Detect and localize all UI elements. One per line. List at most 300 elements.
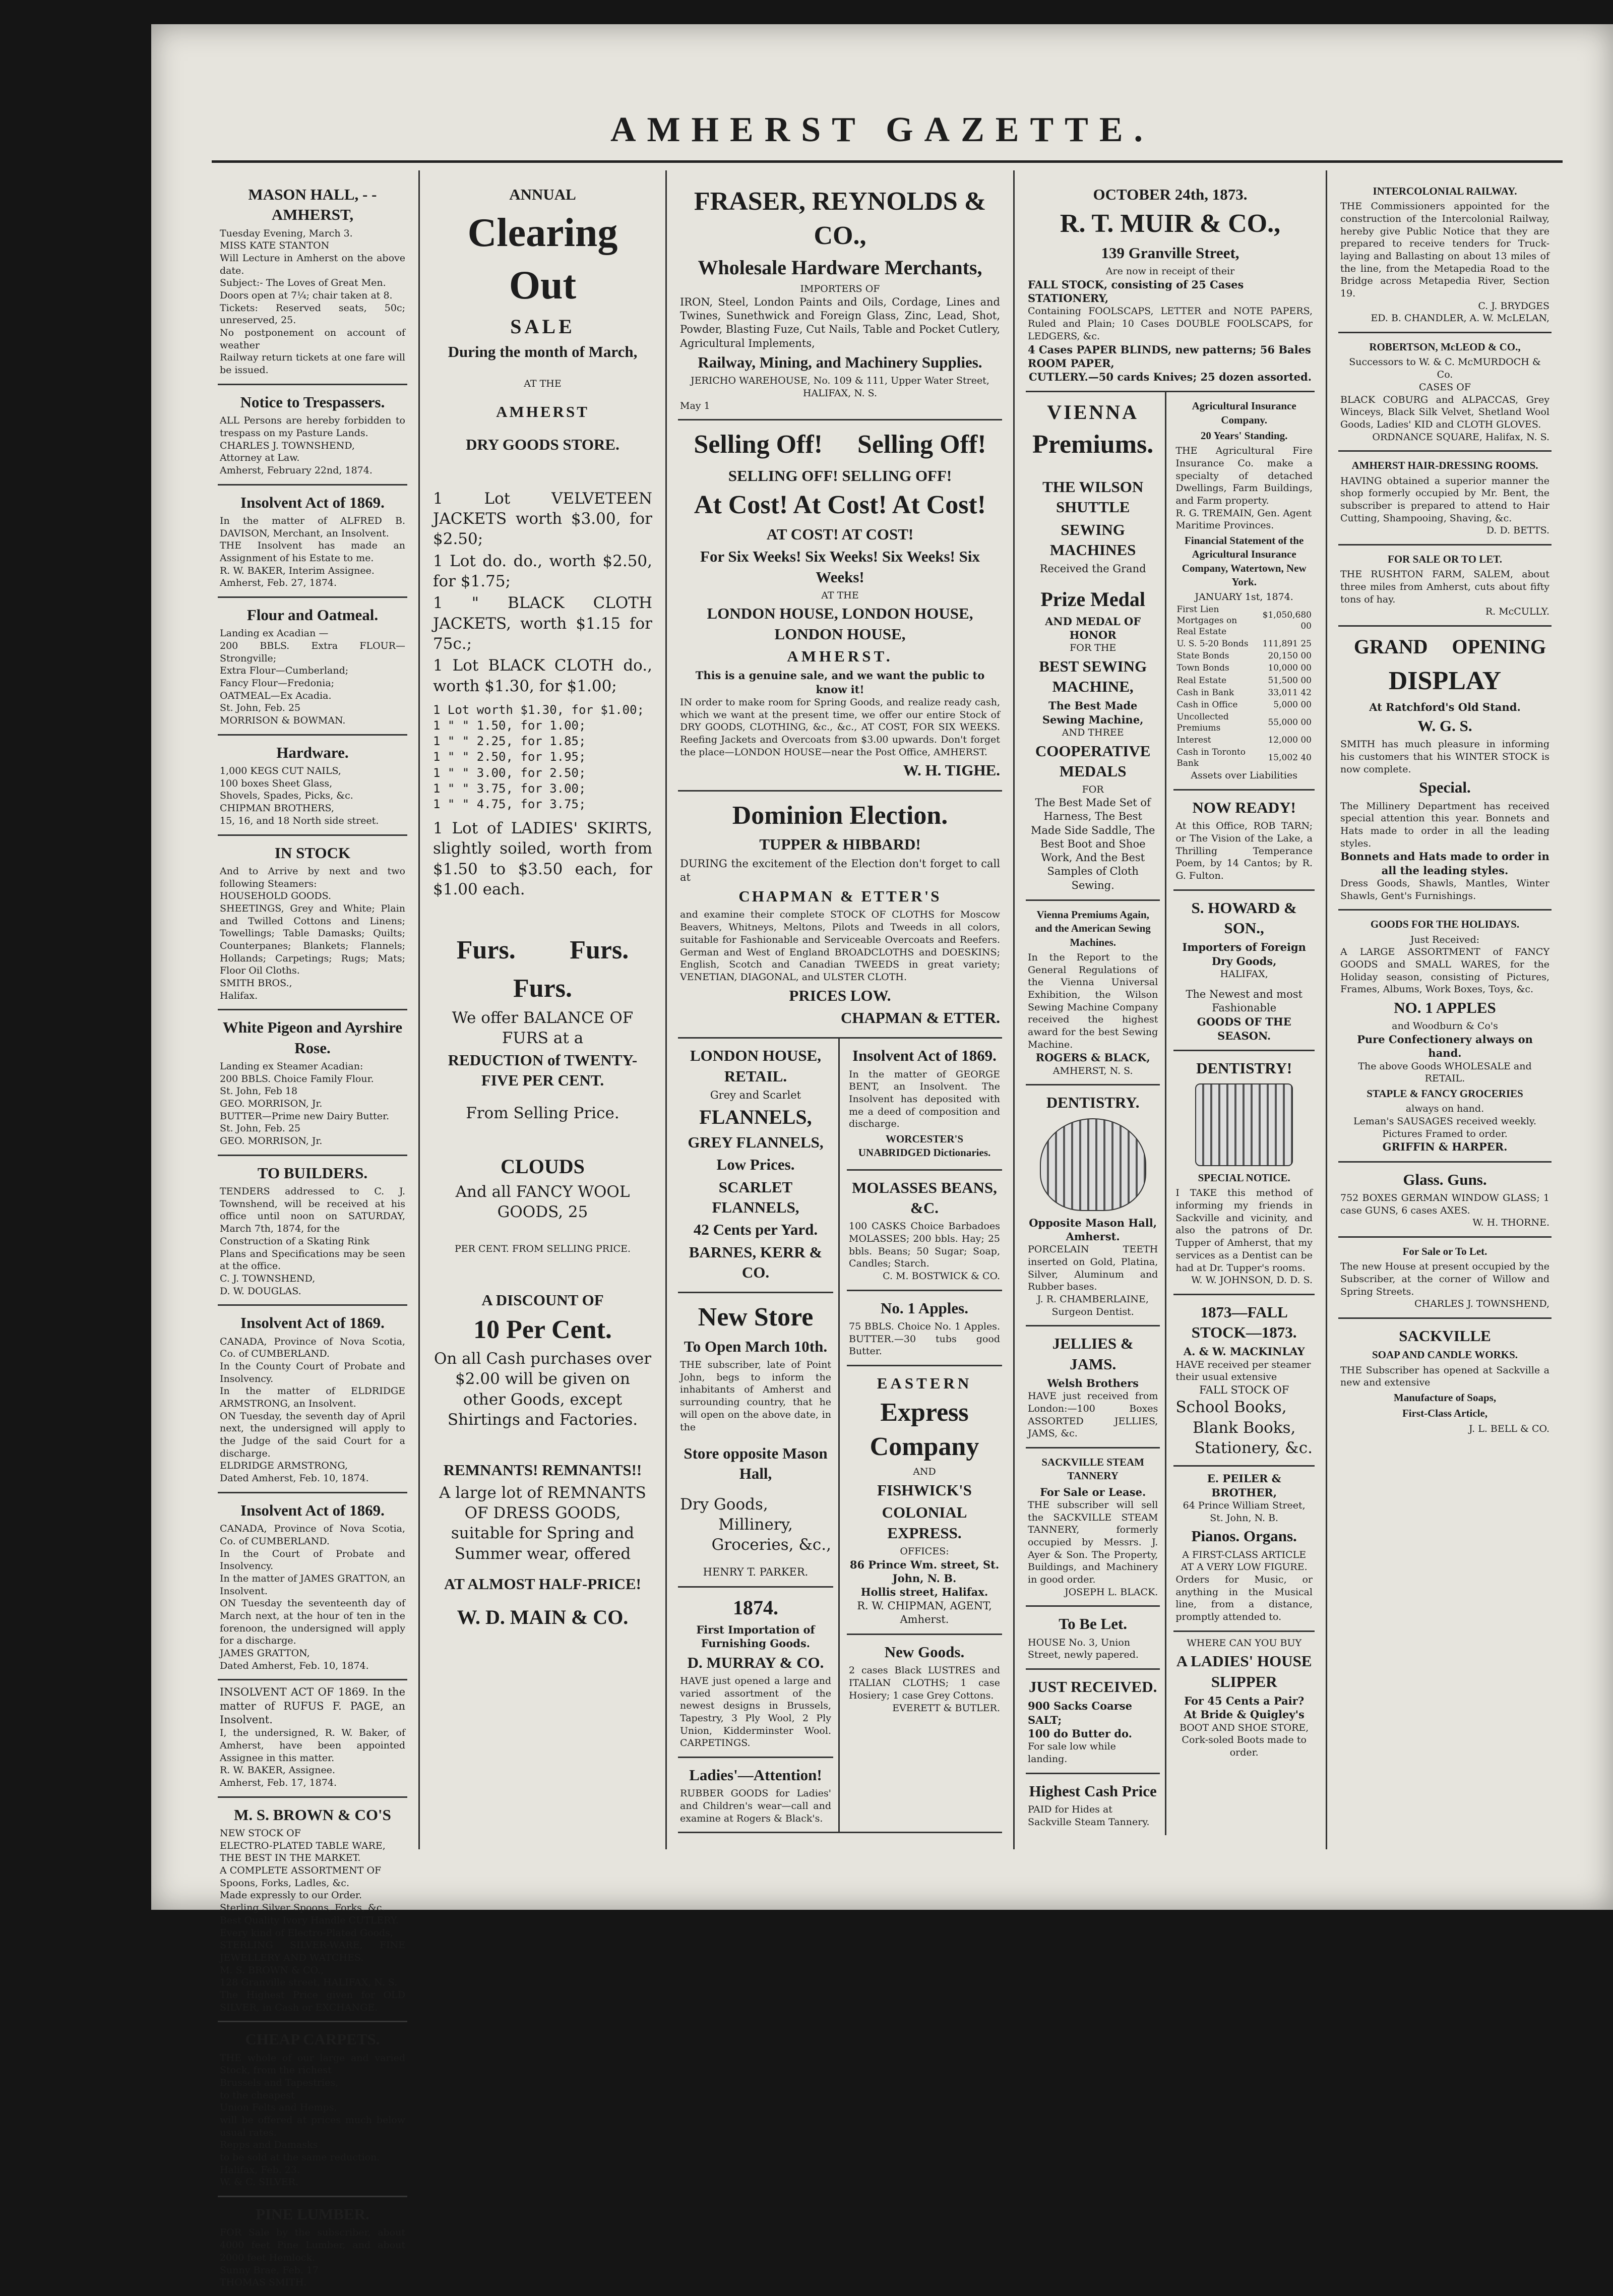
ad-line: Leman's SAUSAGES received weekly. xyxy=(1353,1116,1537,1127)
ad-heading: White Pigeon and Ayrshire Rose. xyxy=(222,1018,403,1057)
ad-line: At Bride & Quigley's xyxy=(1184,1708,1305,1721)
ad-line: In the Court of Probate and Insolvency. xyxy=(220,1548,405,1572)
ad-line: THOMAS SMITH. xyxy=(220,2277,307,2288)
ad-line: Repps and Damasks xyxy=(220,2139,318,2151)
col1-ad xyxy=(218,486,407,598)
ad-line: Will Lecture in Amherst on the above date. xyxy=(220,252,405,276)
selling-row xyxy=(680,426,1000,464)
masthead: AMHERST GAZETTE. xyxy=(610,110,1154,149)
ad-line: Brussels and Tapestries, xyxy=(220,2077,339,2088)
ad-line: R. G. TREMAIN, Gen. Agent Maritime Provinces. xyxy=(1175,507,1312,531)
dominion-ad xyxy=(678,792,1002,1039)
ad-line: Pure Confectionery always on hand. xyxy=(1357,1033,1533,1060)
ad-heading: LONDON HOUSE, RETAIL. xyxy=(690,1047,822,1085)
ad-line: CHIPMAN BROTHERS, xyxy=(220,803,334,814)
ad-line: GOODS OF THE SEASON. xyxy=(1197,1015,1291,1042)
ad-line: 2 cases Black LUSTRES and ITALIAN CLOTHS; 1 case Hosiery; 1 case Grey Cottons. xyxy=(849,1665,1000,1701)
ad-signature: C. M. BOSTWICK & CO. xyxy=(883,1270,1000,1282)
ad-line: R. W. CHIPMAN, AGENT, Amherst. xyxy=(857,1599,992,1625)
ad-line: COOPERATIVE MEDALS xyxy=(1035,742,1151,780)
ad-line: Railway return tickets at one fare will be issued. xyxy=(220,352,405,376)
ad-heading: Notice to Trespassers. xyxy=(240,393,385,411)
ad-line: A COMPLETE ASSORTMENT OF xyxy=(220,1865,382,1877)
ad-line: Landing ex Acadian — xyxy=(220,628,329,639)
table-row xyxy=(1175,687,1313,699)
ad-line: WHERE CAN YOU BUY xyxy=(1187,1637,1302,1649)
molasses-ad xyxy=(847,1171,1002,1291)
ad-line: ON Tuesday the seventeenth day of March next, at the hour of ten in the forenoon, the undersigned will apply for a discharge. xyxy=(220,1598,405,1647)
ad-line: The Highest Price given for OLD SILVER, in Cash or EXCHANGE. xyxy=(220,1989,405,2013)
ad-line: D. W. DOUGLAS. xyxy=(220,1285,301,1297)
slipper-ad xyxy=(1173,1632,1315,1766)
ad-heading: ROBERTSON, McLEOD & CO., xyxy=(1369,341,1521,353)
ad-line: St. John, Feb. 25 xyxy=(220,1123,301,1134)
table-cell-label: Cash in Toronto Bank xyxy=(1176,747,1246,769)
ad-line: Best Quality Ivory Handle CUTLERY. xyxy=(220,1914,399,1926)
ad-line: For 45 Cents a Pair? xyxy=(1184,1695,1305,1708)
table-row xyxy=(1175,734,1313,746)
ad-line: Amherst, Feb. 17, 1874. xyxy=(220,1777,337,1789)
ad-line: and Woodburn & Co's xyxy=(1392,1020,1498,1032)
ad-line: OFFICES: xyxy=(900,1545,949,1557)
ad-heading: JELLIES & JAMS. xyxy=(1052,1335,1134,1373)
jellies-ad xyxy=(1026,1326,1160,1448)
ad-line: Opposite Mason Hall, Amherst. xyxy=(1029,1216,1157,1243)
ad-line: May 1 xyxy=(680,400,710,411)
ad-store: DRY GOODS STORE. xyxy=(466,435,619,453)
ad-line: Sterling Silver Spoons, Forks, &c. xyxy=(220,1902,385,1914)
howard-ad xyxy=(1173,891,1315,1051)
financial-table xyxy=(1175,603,1313,769)
ad-line: Made expressly to our Order. xyxy=(220,1890,362,1901)
ad-line: In the Report to the General Regulations of the Vienna Universal Exhibition, the Wilson Sewing Machine Company received the highest award for the best Sewing Machine. xyxy=(1028,951,1158,1050)
ad-signature: BARNES, KERR & CO. xyxy=(689,1243,823,1281)
col1-ad xyxy=(218,1493,407,1681)
ad-line: Stationery, &c. xyxy=(1194,1439,1313,1458)
price-row: 1 " " 1.50, for 1.00; xyxy=(433,718,586,733)
ad-line: 139 Granville Street, xyxy=(1101,244,1239,262)
ad-line: Halifax. xyxy=(220,990,258,1001)
ad-heading: Selling Off! xyxy=(857,430,986,459)
ad-line: HAVE just received from London:—100 Boxes ASSORTED JELLIES, JAMS, &c. xyxy=(1028,1391,1158,1439)
ad-line: 1 Lot BLACK CLOTH do., worth $1.30, for $1.00; xyxy=(433,656,652,695)
ad-line: TENDERS addressed to C. J. Townshend, will be received at his office until noon on SATURDAY, March 7th, 1874, for the xyxy=(220,1186,405,1235)
ad-heading: JUST RECEIVED. xyxy=(1028,1678,1157,1696)
ad-line: First-Class Article, xyxy=(1402,1407,1488,1420)
ad-line: CASES OF xyxy=(1419,381,1471,393)
ad-line: THE RUSHTON FARM, SALEM, about three miles from Amherst, cuts about fifty tons of hay. xyxy=(1340,569,1549,605)
ad-line: The Millinery Department has received special attention this year. Bonnets and Hats made to order in all the leading styles. xyxy=(1340,800,1549,849)
dentistry-ad xyxy=(1026,1085,1160,1326)
ad-march: During the month of March, xyxy=(448,343,638,361)
ad-line: FALL STOCK, consisting of 25 Cases STATIONERY, xyxy=(1028,278,1244,305)
ad-signature: EVERETT & BUTLER. xyxy=(892,1702,1000,1714)
ad-line: BOOT AND SHOE STORE, xyxy=(1179,1722,1309,1733)
ad-line: The Best Made Set of Harness, The Best Made Side Saddle, The Best Boot and Shoe Work, And the Best Samples of Cloth Sewing. xyxy=(1030,796,1155,891)
ad-heading: FLANNELS, xyxy=(699,1106,812,1129)
newspaper-page xyxy=(151,24,1613,2288)
table-cell-amount: 33,011 42 xyxy=(1268,687,1312,698)
table-cell-label: State Bonds xyxy=(1176,651,1229,661)
col1-ad xyxy=(218,2197,407,2296)
ad-line: At Ratchford's Old Stand. xyxy=(1369,700,1521,713)
ad-line: ON Tuesday, the seventh day of April next, the undersigned will apply to the Judge of the said Court for a discharge. xyxy=(220,1410,405,1459)
table-row xyxy=(1175,638,1313,650)
ad-heading: GOODS FOR THE HOLIDAYS. xyxy=(1370,918,1520,931)
ad-line: 200 BBLS. Extra FLOUR—Strongville; xyxy=(220,640,405,664)
ad-line: For Six Weeks! Six Weeks! Six Weeks! Six Weeks! xyxy=(700,548,980,586)
vienna-ad xyxy=(1026,392,1160,901)
ad-heading: 1873—FALL STOCK—1873. xyxy=(1191,1303,1297,1342)
ad-signature: ROGERS & BLACK, xyxy=(1035,1051,1150,1064)
ad-line: In the matter of GEORGE BENT, an Insolvent. The Insolvent has deposited with me a deed of composition and discharge. xyxy=(849,1068,1000,1130)
col3-left xyxy=(678,1039,840,1832)
ad-heading: Special. xyxy=(1419,778,1471,797)
ad-sale: SALE xyxy=(510,315,575,338)
ad-signature: J. L. BELL & CO. xyxy=(1468,1423,1549,1434)
ad-line: SELLING OFF! SELLING OFF! xyxy=(728,467,952,485)
ad-line: 200 BBLS. Choice Family Flour. xyxy=(220,1073,374,1084)
ad-line: FOR Sale by the subscriber, about 4000 feet Pine Lumber, and about 2000 feet Hemlock. xyxy=(220,2227,405,2263)
ad-line: D. MURRAY & CO. xyxy=(687,1653,824,1671)
ad-line: Manufacture of Soaps, xyxy=(1393,1392,1497,1404)
ad-line: Grey and Scarlet xyxy=(710,1089,801,1101)
ad-line: Union Felts and Hemps, xyxy=(220,2102,337,2113)
ad-line: JERICHO WAREHOUSE, No. 109 & 111, Upper Water Street, HALIFAX, N. S. xyxy=(691,375,989,399)
price-row: 1 Lot worth $1.30, for $1.00; xyxy=(433,702,645,717)
table-row xyxy=(1175,662,1313,674)
ad-signature: J. R. CHAMBERLAINE, Surgeon Dentist. xyxy=(1037,1294,1149,1317)
ad-line: will be offered at prices much below usual rates. xyxy=(220,2114,405,2138)
ad-signature: ED. B. CHANDLER, A. W. McLELAN, xyxy=(1371,313,1549,324)
ad-line: Amherst, Feb. 27, 1874. xyxy=(220,577,337,589)
ad-line: GEO. MORRISON, Jr. xyxy=(220,1098,323,1110)
ad-line: AMHERST, N. S. xyxy=(1052,1065,1133,1076)
ad-line: THE subscriber, late of Point John, begs to inform the inhabitants of Amherst and surrounding country, that he will open on the above date, in the xyxy=(680,1359,831,1433)
ad-line: to be sold at the same reduction. xyxy=(220,2152,380,2163)
ad-line: The Best Made Sewing Machine, xyxy=(1042,699,1144,726)
ad-heading: Insolvent Act of 1869. xyxy=(852,1047,997,1065)
ad-line: GEO. MORRISON, Jr. xyxy=(220,1135,323,1147)
ad-heading: CHEAP CARPETS. xyxy=(245,2030,380,2048)
ad-line: From Selling Price. xyxy=(466,1104,619,1122)
ad-line: For Sale or Lease. xyxy=(1040,1485,1146,1498)
col1-ad xyxy=(218,1010,407,1156)
ad-signature: GRIFFIN & HARPER. xyxy=(1382,1140,1508,1154)
glass-ad xyxy=(1338,1163,1552,1238)
col3-right xyxy=(847,1039,1002,1832)
ad-line: CUTLERY.—50 cards Knives; 25 dozen assorted. xyxy=(1028,371,1312,384)
ad-line: WORCESTER'S UNABRIDGED Dictionaries. xyxy=(858,1132,991,1159)
ad-line: Landing ex Steamer Acadian: xyxy=(220,1060,363,1072)
ad-signature: R. McCULLY. xyxy=(1485,606,1549,618)
hair-ad xyxy=(1338,452,1552,546)
ad-line: Orders for Music, or anything in the Musical line, from a distance, promptly attended to. xyxy=(1175,1574,1313,1623)
ad-line: Dated Amherst, Feb. 10, 1874. xyxy=(220,1660,369,1671)
ad-line: LONDON HOUSE, LONDON HOUSE, LONDON HOUSE, xyxy=(707,605,973,643)
ad-signature: D. D. BETTS. xyxy=(1486,525,1549,536)
ad-line: 1 Lot do. do., worth $2.50, for $1.75; xyxy=(433,552,652,591)
ad-heading: At Cost! At Cost! At Cost! xyxy=(694,491,986,520)
furs-heading: Furs. xyxy=(570,936,629,965)
ad-heading: New Goods. xyxy=(884,1643,965,1661)
column-1 xyxy=(207,170,418,2288)
ad-line: Doors open at 7¼; chair taken at 8. xyxy=(220,290,393,301)
ad-line: Pictures Framed to order. xyxy=(1382,1128,1508,1139)
ad-line: PORCELAIN TEETH inserted on Gold, Platina, Silver, Aluminum and Rubber bases. xyxy=(1028,1244,1158,1293)
ladies-ad xyxy=(678,1758,833,1832)
ad-line: And all FANCY WOOL GOODS, 25 xyxy=(455,1183,630,1222)
ad-line: School Books, xyxy=(1175,1398,1287,1417)
tannery-ad xyxy=(1026,1448,1160,1607)
furs-heading: Furs. xyxy=(513,974,572,1003)
ad-line: Successors to W. & C. McMURDOCH & Co. xyxy=(1349,356,1541,381)
ad-line: Welsh Brothers xyxy=(1047,1377,1139,1389)
ad-signature: CHARLES J. TOWNSHEND, xyxy=(1414,1298,1549,1310)
ad-line: At this Office, ROB TARN; or The Vision of the Lake, a Thrilling Temperance Poem, by 14 Cantos; by R. G. Fulton. xyxy=(1175,820,1313,882)
ad-heading: Express Company xyxy=(870,1398,979,1461)
insolvent-ad xyxy=(847,1039,1002,1170)
table-cell-label: Uncollected Premiums xyxy=(1176,711,1229,733)
ad-line: SMITH has much pleasure in informing his customers that his WINTER STOCK is now complete. xyxy=(1340,739,1549,775)
table-cell-label: Real Estate xyxy=(1176,675,1227,686)
ad-heading: MASON HALL, - - AMHERST, xyxy=(248,186,377,224)
ad-heading: AMHERST HAIR-DRESSING ROOMS. xyxy=(1351,459,1538,472)
discount-heading: 10 Per Cent. xyxy=(473,1315,612,1344)
ad-line: Store opposite Mason Hall, xyxy=(684,1444,828,1483)
ad-line: Just Received: xyxy=(1410,934,1480,945)
ad-line: CANADA, Province of Nova Scotia, Co. of CUMBERLAND. xyxy=(220,1523,405,1547)
ad-line: 100 boxes Sheet Glass, xyxy=(220,777,333,789)
ad-line: REDUCTION of TWENTY-FIVE PER CENT. xyxy=(448,1051,638,1090)
ad-line: No postponement on account of weather xyxy=(220,327,405,351)
ad-heading: PINE LUMBER. xyxy=(256,2205,369,2223)
ad-line: JAMES GRATTON, xyxy=(220,1648,310,1659)
ad-line: Dry Goods, xyxy=(680,1495,768,1514)
ad-clearing: Clearing Out xyxy=(467,211,618,308)
ad-heading: Selling Off! xyxy=(694,430,823,459)
retail-ad xyxy=(678,1039,833,1293)
furs-row xyxy=(433,931,652,970)
column-3 xyxy=(665,170,1013,1849)
holidays-ad xyxy=(1338,911,1552,1162)
ad-line: BUTTER—Prime new Dairy Butter. xyxy=(220,1110,390,1122)
ad-line: Dated Amherst, Feb. 10, 1874. xyxy=(220,1473,369,1484)
dentist-illustration xyxy=(1195,1083,1293,1166)
ad-heading: Flour and Oatmeal. xyxy=(246,606,379,624)
table-row xyxy=(1175,675,1313,687)
ad-line: SMITH BROS., xyxy=(220,978,292,989)
ad-line: Sunny Brae, Feb. 17 xyxy=(220,2264,319,2276)
col1-ad xyxy=(218,1798,407,2023)
ad-line: RUBBER GOODS for Ladies' and Children's wear—call and examine at Rogers & Black's. xyxy=(680,1788,831,1824)
ad-signature: JOSEPH L. BLACK. xyxy=(1065,1586,1158,1598)
table-cell-amount: 10,000 00 xyxy=(1268,663,1312,674)
ad-line: AND MEDAL OF HONOR xyxy=(1045,615,1141,641)
ad-line: BEST SEWING MACHINE, xyxy=(1039,657,1147,696)
cash-price-ad xyxy=(1026,1774,1160,1836)
ad-heading: Agricultural Insurance Company. xyxy=(1192,400,1296,426)
table-cell-label: First Lien Mortgages on Real Estate xyxy=(1176,605,1237,637)
ad-line: Spoons, Forks, Ladles, &c. xyxy=(220,1877,349,1889)
ad-line: THE Commissioners appointed for the construction of the Intercolonial Railway, hereby give Public Notice that they are prepared to receive tenders for Truck-laying and Ballasting on about 13 miles of the line, from the Metapedia Road to the Bridge across Metapedia River, Section 19. xyxy=(1340,201,1549,299)
ad-line: CHAPMAN & ETTER'S xyxy=(738,887,942,905)
ad-line: Attorney at Law. xyxy=(220,452,300,464)
ad-heading: EASTERN xyxy=(877,1374,972,1392)
ad-heading: E. PEILER & BROTHER, xyxy=(1207,1472,1281,1499)
ad-line: AMHERST. xyxy=(787,647,893,666)
ad-line: CANADA, Province of Nova Scotia, Co. of CUMBERLAND. xyxy=(220,1336,405,1360)
ad-line: In the matter of ALFRED B. DAVISON, Merchant, an Insolvent. xyxy=(220,515,405,539)
ad-heading: Vienna Premiums Again, and the American Sewing Machines. xyxy=(1035,909,1151,948)
ad-line: DURING the excitement of the Election don't forget to call at xyxy=(680,857,1000,883)
ad-line: Every kind of Electro-Plated Goods, xyxy=(220,1927,393,1939)
ad-line: THE Insolvent has made an Assignment of his Estate to me. xyxy=(220,540,405,564)
london-house-ad xyxy=(678,420,1002,791)
ad-heading: Insolvent Act of 1869. xyxy=(240,1501,385,1519)
ad-amherst: AMHERST xyxy=(496,403,589,421)
table-cell-label: Cash in Office xyxy=(1176,699,1238,710)
table-cell-amount: 15,002 40 xyxy=(1268,753,1312,763)
ad-line: HAVE just opened a large and varied assortment of the newest designs in Brussels, Tapestry, 3 Ply Wool, 2 Ply Union, Kidderminster Wool. CARPETINGS. xyxy=(680,1675,831,1749)
ad-line: Groceries, &c., xyxy=(711,1536,831,1554)
table-cell-label: Town Bonds xyxy=(1176,663,1229,674)
ad-line: Pianos. Organs. xyxy=(1191,1527,1297,1545)
ad-line: THE whole of our large and varied Stock, from the richest xyxy=(220,2052,405,2076)
ad-heading: Dominion Election. xyxy=(732,801,948,830)
ad-line: HAVING obtained a superior manner the shop formerly occupied by Mr. Bent, the subscriber is prepared to attend to Hair Cutting, Shampooing, Shaving, &c. xyxy=(1340,475,1549,524)
ad-line: THE BEST IN THE MARKET. xyxy=(220,1852,361,1864)
ad-heading: MOLASSES BEANS, &C. xyxy=(852,1178,997,1217)
ad-heading: A LADIES' HOUSE SLIPPER xyxy=(1176,1652,1312,1690)
ad-heading: SACKVILLE xyxy=(1399,1327,1491,1345)
ad-line: 86 Prince Wm. street, St. John, N. B. xyxy=(849,1558,1000,1585)
ad-line: 1 " BLACK CLOTH JACKETS, worth $1.15 for 75c.; xyxy=(433,594,652,653)
table-cell-label: Cash in Bank xyxy=(1176,687,1234,698)
ad-line: We offer BALANCE OF FURS at a xyxy=(452,1008,634,1047)
ad-line: R. W. BAKER, Interim Assignee. xyxy=(220,565,375,576)
ad-signature: C. J. BRYDGES xyxy=(1478,300,1549,312)
ad-line: Blank Books, xyxy=(1192,1418,1296,1437)
col1-ad xyxy=(218,1680,407,1797)
ad-line: NEW STOCK OF xyxy=(220,1828,301,1839)
table-cell-amount: $1,050,680 00 xyxy=(1262,610,1312,632)
murray-ad xyxy=(678,1588,833,1758)
ad-line: 20 Years' Standing. xyxy=(1200,430,1288,442)
rushton-ad xyxy=(1338,546,1552,627)
ad-line: Are now in receipt of their xyxy=(1105,266,1235,277)
ad-line: and examine their complete STOCK OF CLOTHS for Moscow Beavers, Whitneys, Meltons, Pilots and Tweeds in all colors, suitable for Fashionable and Serviceable Overcoats and Reefers. German and West of England BROADCLOTHS and DOESKINS; English, Scotch and Canadian TWEEDS in great variety; VENETIAN, DIAGONAL, and ULSTER CLOTH. xyxy=(680,909,1000,983)
ad-line: ORDNANCE SQUARE, Halifax, N. S. xyxy=(1372,431,1549,443)
ad-signature: HENRY T. PARKER. xyxy=(703,1565,809,1578)
ad-annual: ANNUAL xyxy=(509,186,576,203)
ad-line: Railway, Mining, and Machinery Supplies. xyxy=(698,353,982,372)
table-row xyxy=(1175,711,1313,734)
ad-heading: S. HOWARD & SON., xyxy=(1191,898,1297,937)
ad-line: HALIFAX, xyxy=(1220,968,1268,980)
ad-line: IN order to make room for Spring Goods, and realize ready cash, which we want at the present time, we offer our entire Stock of DRY GOODS, CLOTHING, &c., &c., AT COST, FOR SIX WEEKS. Reefing Jackets and Overcoats from $3.00 upwards. Don't forget the place—LONDON HOUSE—near the Post Office, AMHERST. xyxy=(680,696,1000,758)
ad-line: THE Subscriber has opened at Sackville a new and extensive xyxy=(1340,1364,1549,1388)
remnants-heading: REMNANTS! REMNANTS!! xyxy=(443,1461,642,1479)
ad-line: Extra Flour—Cumberland; xyxy=(220,665,349,677)
fraser-ad xyxy=(678,177,1002,420)
col1-ad xyxy=(218,1306,407,1493)
table-cell-amount: 51,500 00 xyxy=(1268,675,1312,686)
ad-heading: SPECIAL NOTICE. xyxy=(1198,1172,1290,1184)
table-cell-amount: 12,000 00 xyxy=(1268,735,1312,746)
ad-line: Low Prices. xyxy=(716,1156,795,1174)
ad-line: Halifax, Feb. 23. xyxy=(220,2164,300,2176)
ad-line: The above Goods WHOLESALE and RETAIL. xyxy=(1358,1060,1532,1084)
ad-line: St. John, Feb 18 xyxy=(220,1085,298,1097)
annual-sale-ad xyxy=(431,177,654,1640)
ad-line: IMPORTERS OF xyxy=(800,283,880,295)
ad-line: On all Cash purchases over $2.00 will be given on other Goods, except Shirtings and Factories. xyxy=(433,1350,652,1429)
ad-line: M. S. BROWN & CO., xyxy=(220,1964,324,1976)
ad-heading: FOR SALE OR TO LET. xyxy=(1388,553,1502,566)
ad-line: OATMEAL—Ex Acadia. xyxy=(220,690,332,701)
ad-heading: Financial Statement of the Agricultural Insurance Company, Watertown, New York. xyxy=(1182,534,1307,588)
ad-line: Received the Grand xyxy=(1039,563,1146,575)
ad-line: Containing FOOLSCAPS, LETTER and NOTE PAPERS, Ruled and Plain; 10 Cases DOUBLE FOOLSCAPS, for LEDGERS, &c. xyxy=(1028,306,1313,342)
table-cell-label: U. S. 5-20 Bonds xyxy=(1176,639,1249,649)
ad-signature: W. D. MAIN & CO. xyxy=(457,1606,629,1629)
salt-ad xyxy=(1026,1670,1160,1774)
new-store-ad xyxy=(678,1293,833,1588)
ad-line: HOUSEHOLD GOODS. xyxy=(220,890,332,902)
col1-ad xyxy=(218,736,407,836)
price-row: 1 " " 3.00, for 2.50; xyxy=(433,765,586,780)
ad-line: MORRISON & BOWMAN. xyxy=(220,715,346,727)
ad-line: STAPLE & FANCY GROCERIES xyxy=(1367,1087,1523,1100)
ad-line: I TAKE this method of informing my friends in Sackville and vicinity, and also the patrons of Dr. Tupper of Amherst, that my services as a Dentist can be had at Dr. Tupper's rooms. xyxy=(1175,1187,1313,1274)
ad-line: 128 Granville street, HALIFAX, N. S. xyxy=(220,1977,398,1988)
sale-let-ad xyxy=(1338,1238,1552,1319)
ad-line: STERLING SILVER-WARE, FINE JEWELLERY AND WATCHES. xyxy=(220,1940,405,1963)
ad-line: Fancy Flour—Fredonia; xyxy=(220,678,335,689)
ad-line: The Newest and most Fashionable xyxy=(1186,988,1302,1014)
ad-at-the: AT THE xyxy=(524,378,562,389)
ad-heading: Prize Medal xyxy=(1040,587,1146,611)
ad-heading: DISPLAY xyxy=(1388,667,1502,696)
ad-line: A LARGE ASSORTMENT of FANCY GOODS and SMALL WARES, for the Holiday season, consisting of Pictures, Frames, Albums, Work Boxes, Toys, &c. xyxy=(1340,946,1549,995)
ad-line: FALL STOCK OF xyxy=(1199,1384,1289,1397)
ad-line: Tickets: Reserved seats, 50c; unreserved, 25. xyxy=(220,302,405,326)
teeth-illustration xyxy=(1040,1118,1146,1211)
ad-line: always on hand. xyxy=(1405,1103,1484,1115)
masthead-rule xyxy=(212,160,1563,163)
muir-ad xyxy=(1026,177,1315,392)
ad-line: FOR xyxy=(1082,784,1104,796)
ad-line: AND xyxy=(913,1466,936,1478)
ad-line: Plans and Specifications may be seen at the office. xyxy=(220,1248,405,1272)
ad-line: R. W. BAKER, Assignee. xyxy=(220,1765,336,1776)
col4-left xyxy=(1026,392,1166,1835)
table-cell-amount: 111,891 25 xyxy=(1262,639,1312,649)
ad-line: NO. 1 APPLES xyxy=(1394,999,1496,1017)
ad-line: 4 Cases PAPER BLINDS, new patterns; 56 Bales ROOM PAPER, xyxy=(1028,343,1311,370)
ad-heading: Insolvent Act of 1869. xyxy=(240,1314,385,1332)
col4-split xyxy=(1026,392,1315,1835)
price-list xyxy=(433,702,652,812)
ad-heading: Highest Cash Price xyxy=(1029,1782,1157,1800)
ad-line: And to Arrive by next and two following Steamers: xyxy=(220,865,405,889)
col1-ad xyxy=(218,177,407,385)
ad-heading: Wholesale Hardware Merchants, xyxy=(698,256,982,279)
ad-line: AT THE xyxy=(821,589,859,601)
clouds-heading: CLOUDS xyxy=(501,1155,585,1178)
vienna-again-ad xyxy=(1026,901,1160,1085)
